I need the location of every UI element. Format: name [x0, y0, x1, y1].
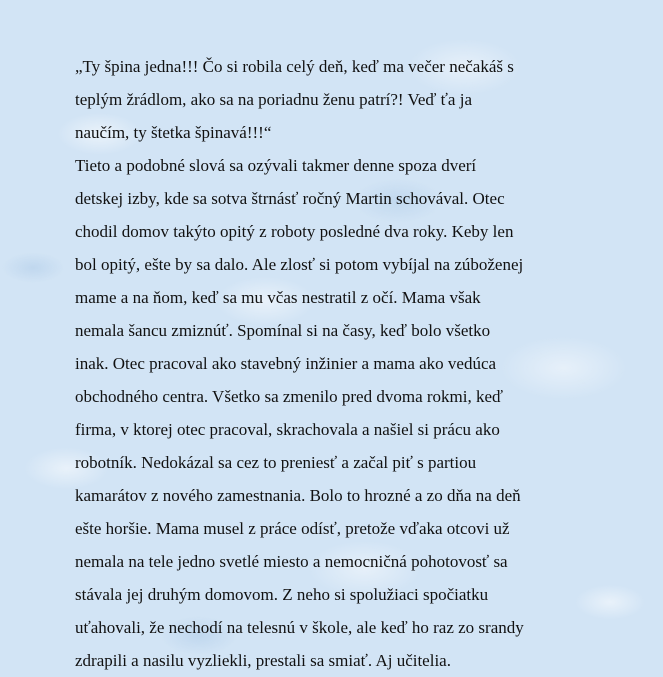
- paragraph-narrative: Tieto a podobné slová sa ozývali takmer denne spoza dverí detskej izby, kde sa sotva štrnásť ročný Martin schovával. Otec chodil domov takýto opitý z roboty posledné dva roky. Keby len bol opitý, ešte by sa dalo. Ale zlosť si potom vybíjal na zúboženej mame a na ňom, keď sa mu včas nestratil z očí. Mama však nemala šancu zmiznúť. Spomínal si na časy, keď bolo všetko inak. Otec pracoval ako stavebný inžinier a mama ako vedúca obchodného centra. Všetko sa zmenilo pred dvoma rokmi, keď firma, v ktorej otec pracoval, skrachovala a našiel si prácu ako robotník. Nedokázal sa cez to preniesť a začal piť s partiou kamarátov z nového zamestnania. Bolo to hrozné a zo dňa na deň ešte horšie. Mama musel z práce odísť, pretože vďaka otcovi už nemala na tele jedno svetlé miesto a nemocničná pohotovosť sa stávala jej druhým domovom. Z neho si spolužiaci spočiatku uťahovali, že nechodí na telesnú v škole, ale keď ho raz zo srandy zdrapili a nasilu vyzliekli, prestali sa smiať. Aj učitelia.: [75, 156, 524, 670]
- document-page: [75, 50, 595, 677]
- paragraph-dialogue: „Ty špina jedna!!! Čo si robila celý deň, keď ma večer nečakáš s teplým žrádlom, ako sa na poriadnu ženu patrí?! Veď ťa ja naučím, ty štetka špinavá!!!“: [75, 57, 514, 142]
